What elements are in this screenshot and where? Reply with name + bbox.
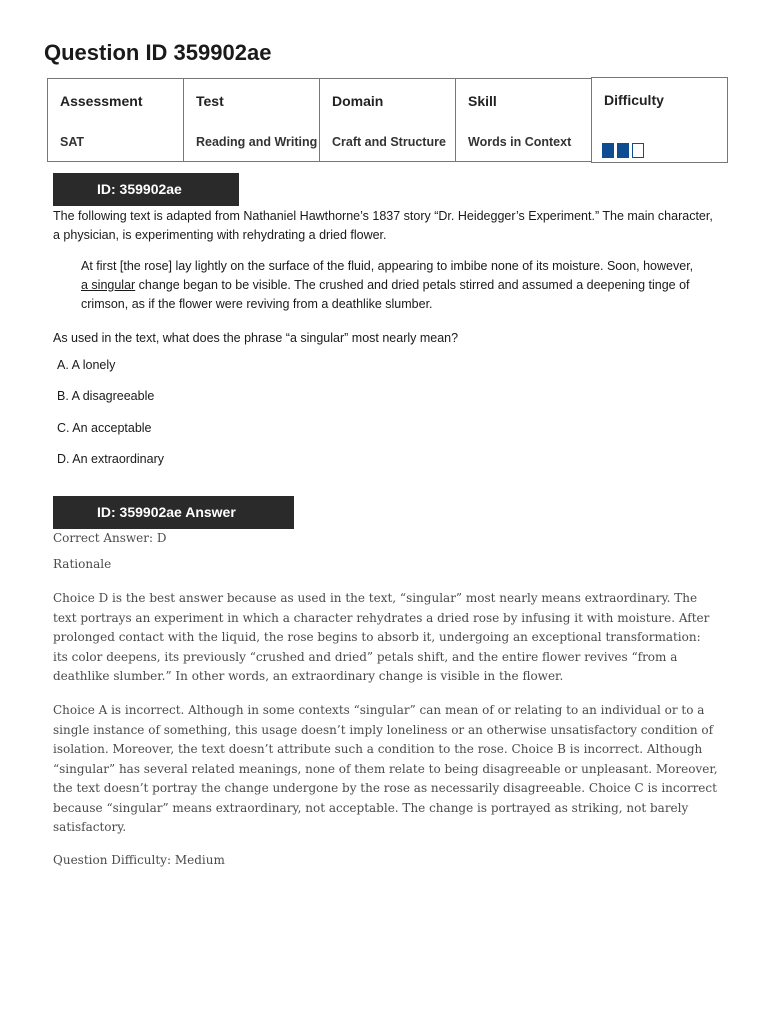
meta-value-domain: Craft and Structure bbox=[332, 135, 446, 149]
question-passage bbox=[81, 257, 701, 314]
page-title: Question ID 359902ae bbox=[44, 40, 272, 65]
rationale-label: Rationale bbox=[53, 557, 112, 571]
question-meta-table bbox=[47, 78, 728, 163]
meta-header-assessment: Assessment bbox=[60, 93, 143, 109]
passage-underlined-phrase: a singular bbox=[81, 278, 136, 292]
meta-value-assessment: SAT bbox=[60, 135, 85, 149]
passage-text-before: At first [the rose] lay lightly on the surface of the fluid, appearing to imbibe none of its moisture. Soon, however, bbox=[81, 259, 694, 273]
meta-header-test: Test bbox=[196, 93, 224, 109]
difficulty-bar-1 bbox=[602, 143, 614, 158]
difficulty-indicator bbox=[602, 143, 644, 158]
rationale-paragraph-1: Choice D is the best answer because as used in the text, “singular” most nearly means extraordinary. The text portrays an experiment in which a character rehydrates a dried rose by infusing it with moisture. After prolonged contact with the liquid, the rose begins to absorb it, undergoing an exceptional transformation: its color deepens, its previously “crushed and dried” petals shift, and the entire flower revives “from a deathlike slumber.” In other words, an extraordinary change is visible in the flower. bbox=[53, 591, 710, 683]
meta-cell-assessment bbox=[47, 78, 184, 162]
meta-cell-difficulty bbox=[591, 77, 728, 163]
meta-header-domain: Domain bbox=[332, 93, 384, 109]
meta-cell-test bbox=[183, 78, 320, 162]
meta-value-skill: Words in Context bbox=[468, 135, 572, 149]
meta-cell-domain bbox=[319, 78, 456, 162]
meta-header-skill: Skill bbox=[468, 93, 497, 109]
difficulty-bar-2 bbox=[617, 143, 629, 158]
meta-header-difficulty: Difficulty bbox=[604, 92, 664, 108]
answer-id-banner: ID: 359902ae Answer bbox=[53, 496, 294, 529]
correct-answer: Correct Answer: D bbox=[53, 531, 167, 545]
question-difficulty: Question Difficulty: Medium bbox=[53, 853, 225, 867]
question-id-banner: ID: 359902ae bbox=[53, 173, 239, 206]
choice-d: D. An extraordinary bbox=[57, 452, 164, 466]
difficulty-bar-3 bbox=[632, 143, 644, 158]
choice-b: B. A disagreeable bbox=[57, 389, 155, 403]
question-prompt: As used in the text, what does the phrase “a singular” most nearly mean? bbox=[53, 331, 459, 345]
choice-c: C. An acceptable bbox=[57, 421, 152, 435]
passage-text-after: change began to be visible. The crushed and dried petals stirred and assumed a deepening tinge of crimson, as if the flower were reviving from a deathlike slumber. bbox=[81, 278, 690, 311]
meta-cell-skill bbox=[455, 78, 592, 162]
question-intro: The following text is adapted from Nathaniel Hawthorne’s 1837 story “Dr. Heidegger’s Experiment.” The main character, a physician, is experimenting with rehydrating a dried flower. bbox=[53, 209, 713, 242]
meta-value-test: Reading and Writing bbox=[196, 135, 318, 149]
rationale-paragraph-2: Choice A is incorrect. Although in some contexts “singular” can mean of or relating to an individual or to a single instance of something, this usage doesn’t imply loneliness or an otherwise unsatisfactory condition of isolation. Moreover, the text doesn’t attribute such a condition to the rose. Choice B is incorrect. Although “singular” has several related meanings, none of them relate to being disagreeable or unpleasant. Moreover, the text doesn’t portray the change undergone by the rose as necessarily disagreeable. Choice C is incorrect because “singular” means extraordinary, not acceptable. The change is portrayed as striking, not barely satisfactory. bbox=[53, 703, 718, 834]
choice-a: A. A lonely bbox=[57, 358, 116, 372]
